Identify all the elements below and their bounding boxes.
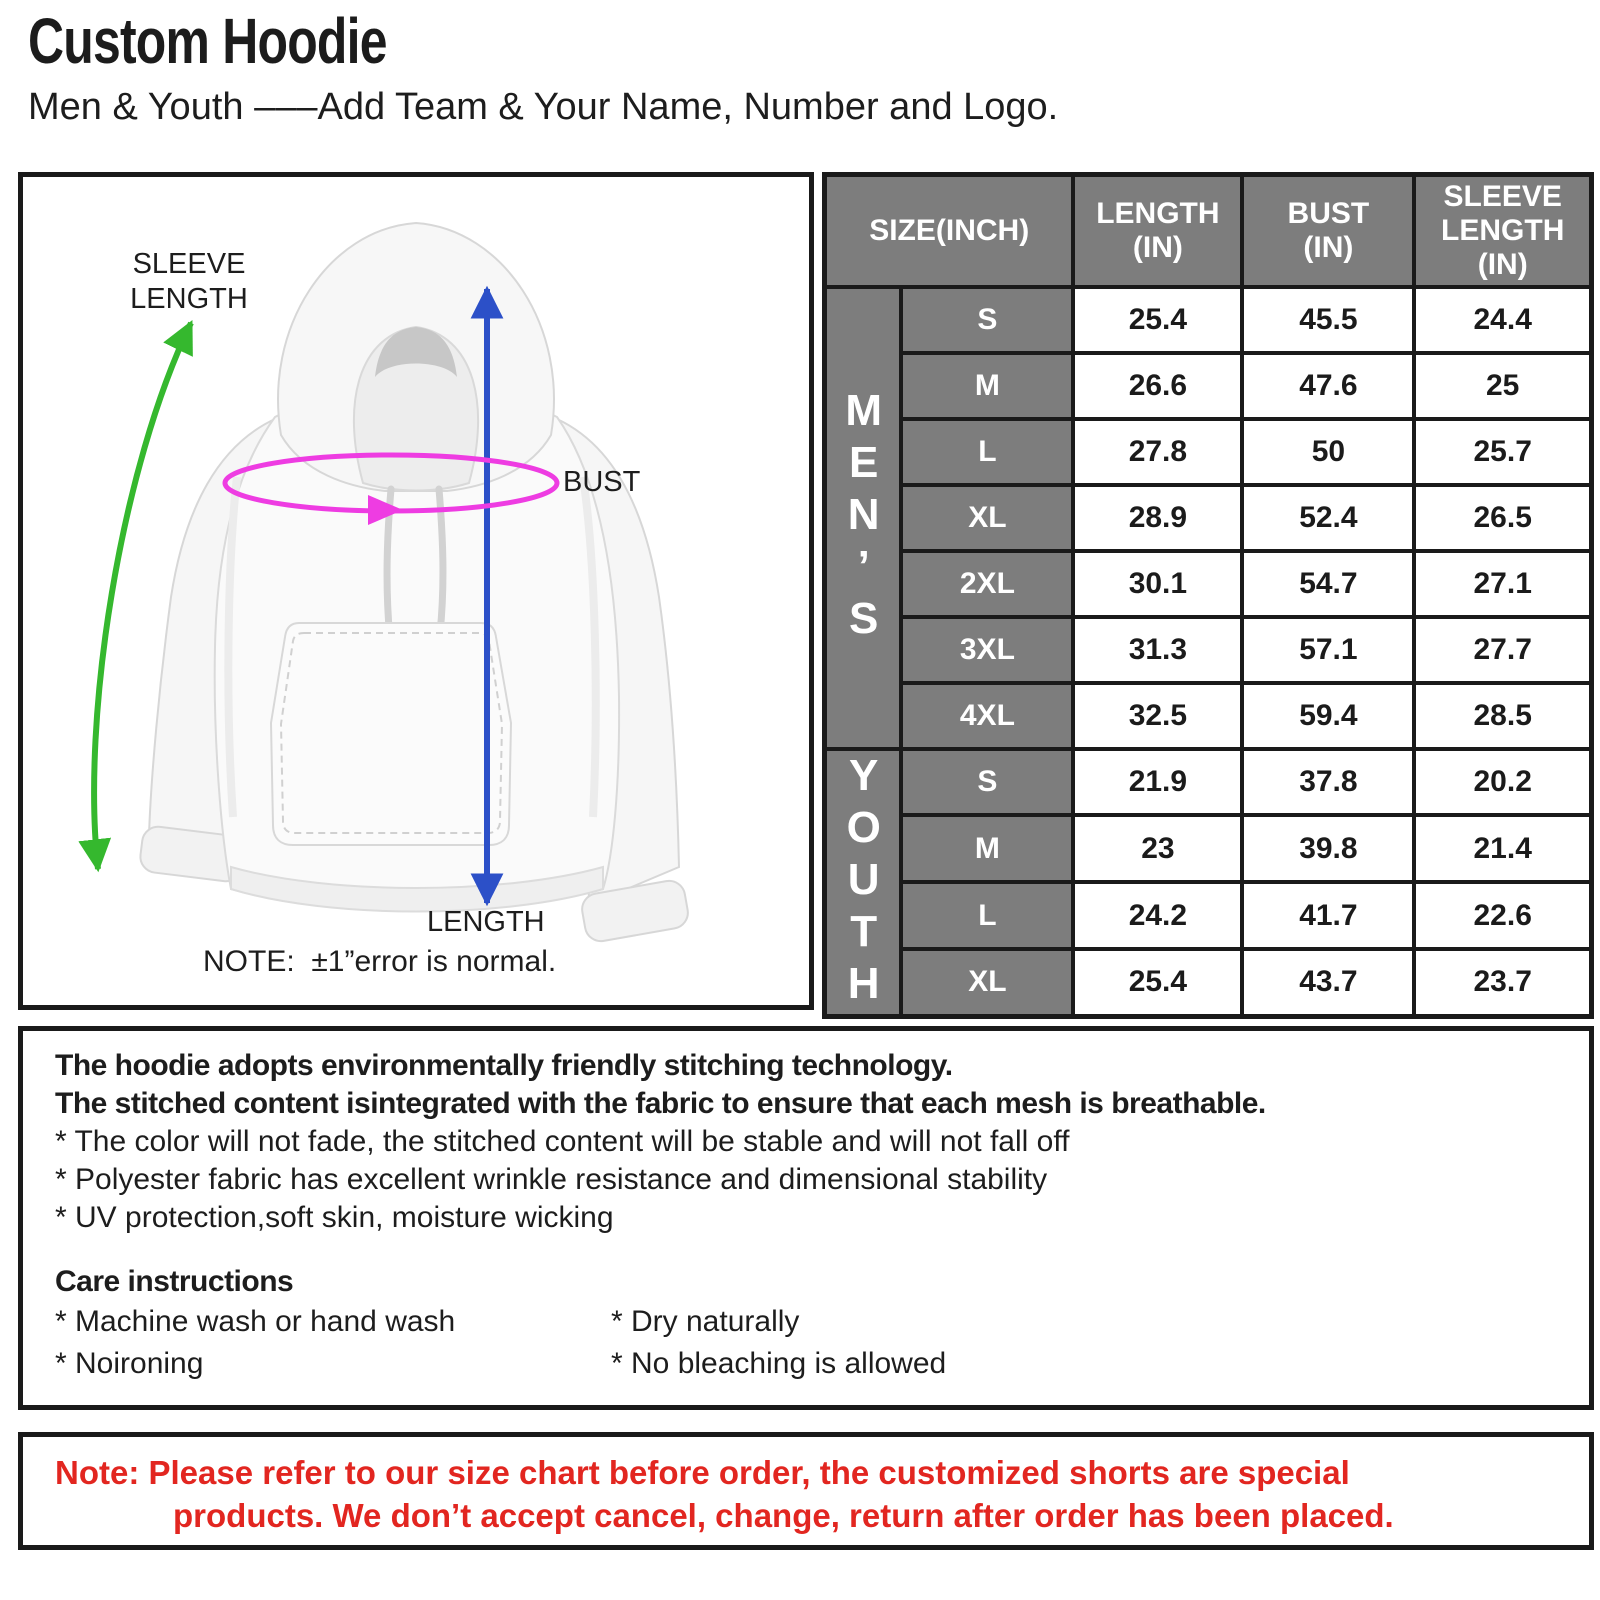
table-row — [825, 882, 1592, 949]
header-sleeve-length-label: SLEEVE LENGTH — [1441, 179, 1565, 247]
cell-bust: 41.7 — [1242, 882, 1414, 949]
cell-size: L — [901, 419, 1073, 485]
header-sleeve-length — [1414, 175, 1591, 287]
cell-bust: 43.7 — [1242, 949, 1414, 1016]
hoodie-shape — [139, 223, 691, 944]
bust-label: BUST — [563, 466, 641, 498]
order-note-line2: products. We don’t accept cancel, change, return after order has been placed. — [173, 1497, 1394, 1534]
header-sleeve-length-unit: (IN) — [1477, 247, 1528, 281]
order-note-line1: Note: Please refer to our size chart before order, the customized shorts are special — [55, 1454, 1350, 1491]
length-label: LENGTH — [427, 906, 545, 938]
cell-size: 2XL — [901, 551, 1073, 617]
order-note-panel — [18, 1432, 1594, 1550]
care-instructions-title: Care instructions — [55, 1265, 294, 1298]
header-size-inch — [825, 175, 1074, 287]
cell-bust: 50 — [1242, 419, 1414, 485]
cell-size: M — [901, 815, 1073, 882]
cell-length: 28.9 — [1073, 485, 1242, 551]
cell-length: 30.1 — [1073, 551, 1242, 617]
size-table-header-row — [825, 175, 1592, 287]
cell-length: 32.5 — [1073, 683, 1242, 749]
cell-length: 21.9 — [1073, 749, 1242, 816]
cell-length: 23 — [1073, 815, 1242, 882]
table-row — [825, 617, 1592, 683]
table-row — [825, 815, 1592, 882]
header-length-unit: (IN) — [1132, 230, 1183, 264]
cell-bust: 57.1 — [1242, 617, 1414, 683]
cell-bust: 54.7 — [1242, 551, 1414, 617]
cell-sleeve: 26.5 — [1414, 485, 1591, 551]
cell-size: L — [901, 882, 1073, 949]
care-item: * Noironing — [55, 1347, 204, 1380]
cell-length: 25.4 — [1073, 287, 1242, 353]
cell-bust: 37.8 — [1242, 749, 1414, 816]
cell-sleeve: 27.1 — [1414, 551, 1591, 617]
table-row — [825, 949, 1592, 1016]
description-bold-line: The hoodie adopts environmentally friendly stitching technology. — [55, 1049, 953, 1082]
header-size-inch-label: SIZE(INCH) — [869, 213, 1030, 247]
cell-length: 26.6 — [1073, 353, 1242, 419]
cell-sleeve: 23.7 — [1414, 949, 1591, 1016]
cell-sleeve: 20.2 — [1414, 749, 1591, 816]
page-title: Custom Hoodie — [28, 5, 387, 77]
table-row — [825, 485, 1592, 551]
cell-sleeve: 25 — [1414, 353, 1591, 419]
description-bullet: * Polyester fabric has excellent wrinkle resistance and dimensional stability — [55, 1163, 1048, 1196]
care-item: * No bleaching is allowed — [611, 1347, 947, 1380]
cell-sleeve: 28.5 — [1414, 683, 1591, 749]
cell-bust: 59.4 — [1242, 683, 1414, 749]
cell-size: 4XL — [901, 683, 1073, 749]
group-label-mens — [825, 287, 902, 749]
cell-sleeve: 25.7 — [1414, 419, 1591, 485]
header-bust-unit: (IN) — [1303, 230, 1354, 264]
care-item: * Dry naturally — [611, 1305, 800, 1338]
description-bullet: * The color will not fade, the stitched content will be stable and will not fall off — [55, 1125, 1070, 1158]
header-bust — [1242, 175, 1414, 287]
table-row — [825, 353, 1592, 419]
header-length — [1073, 175, 1242, 287]
cell-length: 25.4 — [1073, 949, 1242, 1016]
care-instructions-list — [55, 1301, 1557, 1385]
cell-size: S — [901, 287, 1073, 353]
cell-sleeve: 21.4 — [1414, 815, 1591, 882]
cell-size: XL — [901, 949, 1073, 1016]
product-description-panel — [18, 1026, 1594, 1410]
cell-sleeve: 24.4 — [1414, 287, 1591, 353]
table-row — [825, 287, 1592, 353]
table-row — [825, 683, 1592, 749]
cell-size: XL — [901, 485, 1073, 551]
table-row — [825, 419, 1592, 485]
cell-sleeve: 22.6 — [1414, 882, 1591, 949]
group-label-youth-text: YOUTH — [839, 750, 889, 1011]
cell-bust: 47.6 — [1242, 353, 1414, 419]
group-label-youth — [825, 749, 902, 1017]
table-row — [825, 749, 1592, 816]
cell-bust: 52.4 — [1242, 485, 1414, 551]
page-subtitle: Men & Youth –––Add Team & Your Name, Number and Logo. — [28, 86, 1059, 128]
header-length-label: LENGTH — [1096, 196, 1220, 230]
description-bullet: * UV protection,soft skin, moisture wicking — [55, 1201, 614, 1234]
cell-size: S — [901, 749, 1073, 816]
size-table — [822, 172, 1594, 1019]
cell-length: 27.8 — [1073, 419, 1242, 485]
cell-size: M — [901, 353, 1073, 419]
cell-length: 31.3 — [1073, 617, 1242, 683]
cell-sleeve: 27.7 — [1414, 617, 1591, 683]
measurement-diagram-panel — [18, 172, 814, 1010]
cell-length: 24.2 — [1073, 882, 1242, 949]
cell-bust: 45.5 — [1242, 287, 1414, 353]
tolerance-note: NOTE: ±1”error is normal. — [203, 945, 557, 978]
care-item: * Machine wash or hand wash — [55, 1305, 456, 1338]
group-label-mens-text: MEN’S — [839, 386, 889, 646]
description-bold-line: The stitched content isintegrated with the fabric to ensure that each mesh is breathable. — [55, 1087, 1266, 1120]
sleeve-length-label: SLEEVE LENGTH — [130, 248, 248, 315]
header-bust-label: BUST — [1287, 196, 1370, 230]
table-row — [825, 551, 1592, 617]
cell-bust: 39.8 — [1242, 815, 1414, 882]
cell-size: 3XL — [901, 617, 1073, 683]
